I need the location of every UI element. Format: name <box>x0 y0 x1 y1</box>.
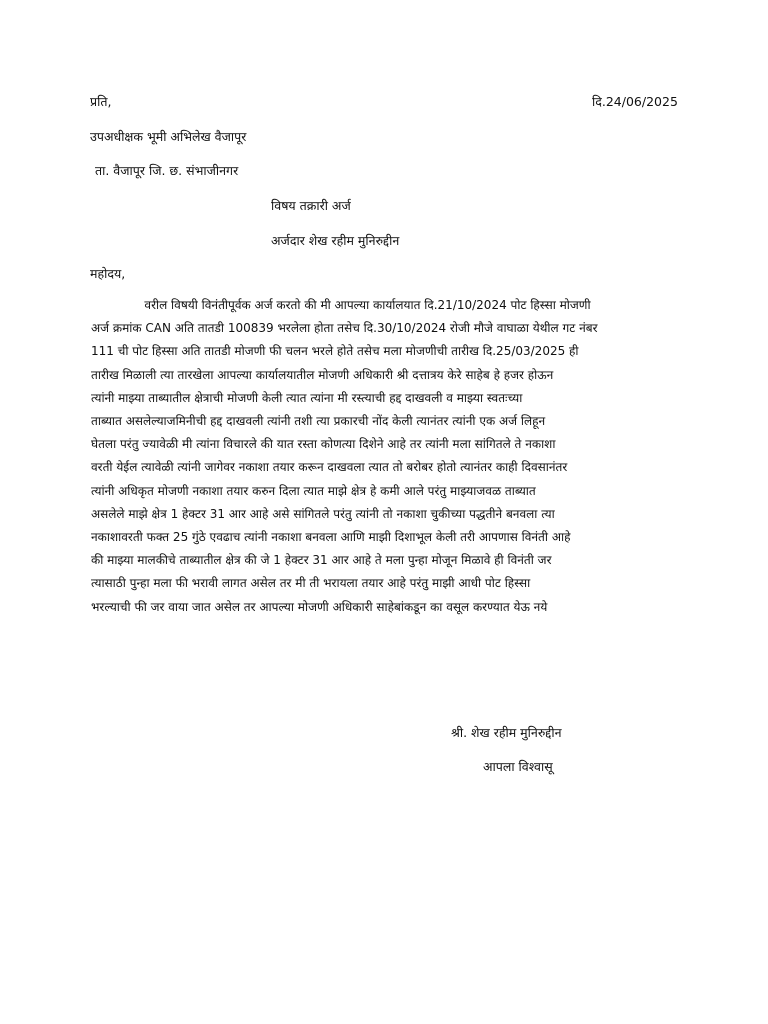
applicant-line: अर्जदार शेख रहीम मुनिरुद्दीन <box>271 233 400 248</box>
signature-name: श्री. शेख रहीम मुनिरुद्दीन <box>451 725 562 740</box>
body-line: 111 ची पोट हिस्सा अति तातडी मोजणी फी चलन भरले होते तसेच मला मोजणीची तारीख दि.25/03/2025 ही <box>91 344 579 359</box>
body-line: घेतला परंतु ज्यावेळी मी त्यांना विचारले की यात रस्ता कोणत्या दिशेने आहे तर त्यांनी मला सांगितले ते नकाशा <box>91 437 556 452</box>
body-line: ताब्यात असलेल्याजमिनीची हद्द दाखवली त्यांनी तशी त्या प्रकारची नोंद केली त्यानंतर त्यांनी एक अर्ज लिहून <box>91 414 546 429</box>
signature-closing: आपला विश्वासू <box>483 759 553 774</box>
recipient-line-1: उपअधीक्षक भूमी अभिलेख वैजापूर <box>90 129 247 144</box>
greeting: महोदय, <box>90 266 126 281</box>
subject-line: विषय तक्रारी अर्ज <box>271 198 351 213</box>
body-line: असलेले माझे क्षेत्र 1 हेक्टर 31 आर आहे असे सांगितले परंतु त्यांनी तो नकाशा चुकीच्या पद्धतीने बनवला त्या <box>91 506 555 521</box>
body-line: वरती येईल त्यावेळी त्यांनी जागेवर नकाशा तयार करून दाखवला त्यात तो बरोबर होतो त्यानंतर काही दिवसानंतर <box>91 460 568 475</box>
body-line: त्यासाठी पुन्हा मला फी भरावी लागत असेल तर मी ती भरायला तयार आहे परंतु माझी आधी पोट हिस्सा <box>91 576 531 591</box>
body-line: भरल्याची फी जर वाया जात असेल तर आपल्या मोजणी अधिकारी साहेबांकडून का वसूल करण्यात येऊ नये <box>91 599 548 614</box>
body-line: तारीख मिळाली त्या तारखेला आपल्या कार्यालयातील मोजणी अधिकारी श्री दत्तात्रय केरे साहेब हे हजर होऊन <box>91 367 554 382</box>
body-line: त्यांनी अधिकृत मोजणी नकाशा तयार करुन दिला त्यात माझे क्षेत्र हे कमी आले परंतु माझ्याजवळ ताब्यात <box>91 483 536 498</box>
body-line: वरील विषयी विनंतीपूर्वक अर्ज करतो की मी आपल्या कार्यालयात दि.21/10/2024 पोट हिस्सा मोजणी <box>91 298 591 312</box>
letter-body <box>91 294 671 619</box>
recipient-line-2: ता. वैजापूर जि. छ. संभाजीनगर <box>95 163 239 178</box>
body-line: की माझ्या मालकीचे ताब्यातील क्षेत्र की जे 1 हेक्टर 31 आर आहे ते मला पुन्हा मोजून मिळावे ही विनंती जर <box>91 553 552 568</box>
salutation-to: प्रति, <box>90 94 112 109</box>
body-line: अर्ज क्रमांक CAN अति तातडी 100839 भरलेला होता तसेच दि.30/10/2024 रोजी मौजे वाघाळा येथील गट नंबर <box>91 321 598 336</box>
letter-date: दि.24/06/2025 <box>592 94 678 109</box>
body-line: नकाशावरती फक्त 25 गुंठे एवढाच त्यांनी नकाशा बनवला आणि माझी दिशाभूल केली तरी आपणास विनंती आहे <box>91 530 571 545</box>
body-line: त्यांनी माझ्या ताब्यातील क्षेत्राची मोजणी केली त्यात त्यांना मी रस्त्याची हद्द दाखवली व माझ्या स्वतःच्या <box>91 390 523 405</box>
